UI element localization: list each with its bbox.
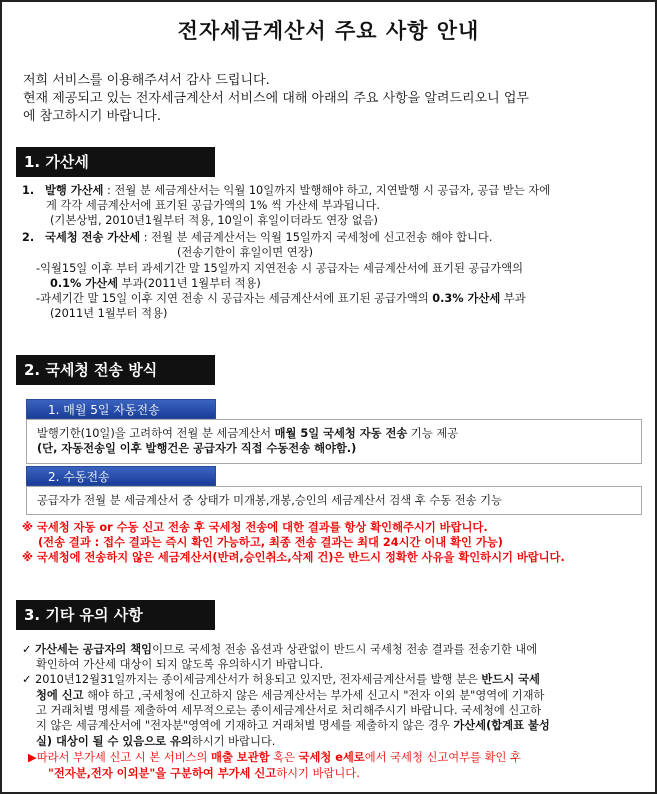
- emphasis: 0.3% 가산세: [432, 292, 501, 305]
- other-note-3-line2: [48, 766, 360, 782]
- other-note-2-line3: 고 거래처별 명세를 제출하여 세무적으로는 종이세금계산서로 처리해주시기 바랍니다. 국세청에 신고하: [36, 704, 542, 717]
- emphasis: 가산세는 공급자의 책임: [35, 643, 153, 656]
- penalty-item-1: [22, 183, 550, 199]
- emphasis: 매월 5일 국세청 자동 전송: [274, 427, 408, 440]
- section-heading-penalty: 1. 가산세: [16, 147, 215, 177]
- note-check-result: ※ 국세청 자동 or 수동 신고 전송 후 국세청 전송에 대한 결과를 항상 확인해주시기 바랍니다.: [22, 521, 488, 534]
- item-text: 해야 하고 ,국세청에 신고하지 않은 세금계산서는 부가세 신고시 "전자 이외 분"영역에 기재하: [83, 689, 545, 702]
- item-text: 따라서 부가세 신고 시 본 서비스의: [36, 751, 212, 764]
- check-icon: ✓: [22, 643, 32, 656]
- penalty-item-2-line6: (2011년 1월부터 적용): [50, 307, 168, 320]
- item-text: 기능 제공: [407, 427, 459, 440]
- penalty-item-2-line5: [36, 291, 526, 307]
- emphasis: 국세청 e세로: [298, 751, 365, 764]
- item-text: 하시기 바랍니다.: [191, 735, 276, 748]
- other-note-2-line4: [36, 718, 550, 734]
- intro-line: 현재 제공되고 있는 전자세금계산서 서비스에 대해 아래의 주요 사항을 알려드리오니 업무: [23, 91, 529, 106]
- item-text: : 전월 분 세금계산서는 익월 15일까지 국세청에 신고전송 해야 합니다.: [140, 231, 493, 244]
- note-result-timing: (전송 결과 : 접수 결과는 즉시 확인 가능하고, 최종 전송 결과는 최대 24시간 이내 확인 가능): [38, 536, 503, 549]
- emphasis: 실) 대상이 될 수 있음으로 유의: [36, 735, 192, 748]
- item-number: 2.: [22, 231, 35, 244]
- intro-line: 에 참고하시기 바랍니다.: [23, 109, 161, 124]
- item-text: 하시기 바랍니다.: [276, 767, 360, 780]
- penalty-item-2-line3: -익월15일 이후 부터 과세기간 말 15일까지 지연전송 시 공급자는 세금계산서에 표기된 공급가액의: [36, 262, 524, 275]
- other-note-2: [22, 672, 540, 688]
- auto-transmission-line1: [37, 426, 458, 442]
- penalty-item-2: [22, 230, 492, 246]
- penalty-item-2-line2: (전송기한이 휴일이면 연장): [177, 246, 314, 259]
- other-note-2-line2: [36, 688, 544, 704]
- emphasis: 매출 보관함: [211, 751, 270, 764]
- page-title: 전자세금계산서 주요 사항 안내: [177, 19, 480, 43]
- emphasis: 가산세(합계표 불성: [453, 719, 550, 732]
- emphasis: 반드시 국세: [481, 673, 540, 686]
- section-heading-other-notes: 3. 기타 유의 사항: [16, 600, 215, 630]
- penalty-item-2-line4: [50, 276, 261, 292]
- other-note-3: [28, 750, 521, 766]
- item-text: 지 않은 세금계산서에 "전자분"영역에 기재하고 거래처별 명세를 제출하지 않은 경우: [36, 719, 454, 732]
- note-unsent-invoices: ※ 국세청에 전송하지 않은 세금계산서(반려,승인취소,삭제 건)은 반드시 정확한 사유을 확인하시기 바랍니다.: [22, 551, 565, 564]
- intro-text: [23, 72, 643, 126]
- item-number: 1.: [22, 184, 35, 197]
- auto-transmission-line2: (단, 자동전송일 이후 발행건은 공급자가 직접 수동전송 해야함.): [37, 442, 357, 455]
- intro-line: 저희 서비스를 이용해주셔서 감사 드립니다.: [23, 73, 270, 88]
- tab-manual-transmission: 2. 수동전송: [26, 466, 216, 486]
- other-note-1-line2: 확인하여 가산세 대상이 되지 않도록 유의하시기 바랍니다.: [36, 658, 324, 671]
- item-text: -과세기간 말 15일 이후 지연 전송 시 공급자는 세금계산서에 표기된 공급가액의: [36, 292, 433, 305]
- item-text: 발행기한(10일)을 고려하여 전월 분 세금계산서: [37, 427, 275, 440]
- item-text: 2010년12월31일까지는 종이세금계산서가 허용되고 있지만, 전자세금계산서를 발행 분은: [35, 673, 482, 686]
- emphasis: "전자분,전자 이외분"을 구분하여 부가세 신고: [48, 767, 277, 780]
- other-note-1: [22, 642, 537, 658]
- item-title: 발행 가산세: [44, 184, 104, 197]
- item-text: 부과: [500, 292, 526, 305]
- item-text: 이므로 국세청 전송 옵션과 상관없이 반드시 국세청 전송 결과를 전송기한 내에: [152, 643, 538, 656]
- check-icon: ✓: [22, 673, 32, 686]
- tab-auto-transmission: 1. 매월 5일 자동전송: [26, 399, 216, 419]
- emphasis: 청에 신고: [36, 689, 84, 702]
- item-text: 에서 국세청 신고여부를 확인 후: [364, 751, 521, 764]
- section-heading-transmission: 2. 국세청 전송 방식: [16, 355, 215, 385]
- other-note-2-line5: [36, 734, 275, 750]
- item-title: 국세청 전송 가산세: [44, 231, 141, 244]
- penalty-item-1-line3: (기본상법, 2010년1월부터 적용, 10일이 휴일이더라도 연장 없음): [50, 214, 378, 227]
- item-text: 혹은: [269, 751, 299, 764]
- emphasis: 0.1% 가산세: [50, 277, 119, 290]
- manual-transmission-line1: 공급자가 전월 분 세금계산서 중 상태가 미개봉,개봉,승인의 세금계산서 검색 후 수동 전송 기능: [37, 494, 502, 507]
- item-text: 부과(2011년 1월부터 적용): [118, 277, 261, 290]
- penalty-item-1-line2: 게 각각 세금계산서에 표기된 공급가액의 1% 씩 가산세 부과됩니다.: [46, 199, 380, 212]
- arrow-icon: ▶: [28, 751, 37, 764]
- item-text: : 전월 분 세금계산서는 익월 10일까지 발행해야 하고, 지연발행 시 공급자, 공급 받는 자에: [103, 184, 551, 197]
